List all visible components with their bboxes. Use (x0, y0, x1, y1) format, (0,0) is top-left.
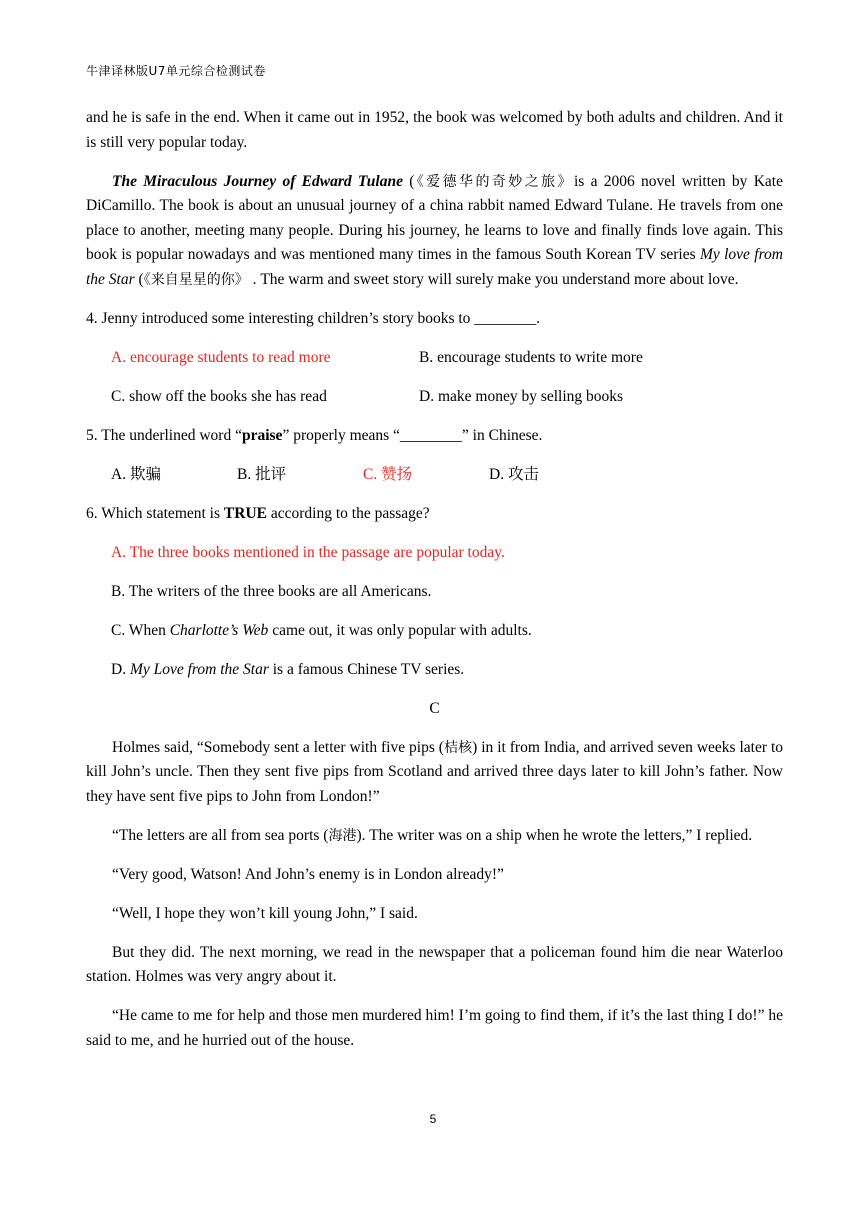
question-6-option-b[interactable]: B. The writers of the three books are all Americans. (111, 582, 432, 600)
question-5-option-c[interactable]: C. 赞扬 (363, 465, 413, 483)
question-5-option-d[interactable]: D. 攻击 (489, 465, 539, 483)
tv-series-title-chinese: 《来自星星的你》 (143, 271, 249, 288)
question-5-option-a[interactable]: A. 欺骗 (111, 465, 161, 483)
question-4-stem: 4. Jenny introduced some interesting children’s story books to ________. (86, 309, 541, 327)
book-title: The Miraculous Journey of Edward Tulane (112, 172, 403, 190)
question-4-option-a[interactable]: A. encourage students to read more (111, 348, 331, 366)
passage-b-paragraph-1: and he is safe in the end. When it came out in 1952, the book was welcomed by both adults and children. And it is still very popular today. (86, 109, 783, 151)
page-header: 牛津译林版U7单元综合检测试卷 (86, 64, 266, 78)
question-6-option-a[interactable]: A. The three books mentioned in the passage are popular today. (111, 543, 505, 561)
question-5-options-row (111, 463, 783, 488)
passage-b-paragraph-2: The Miraculous Journey of Edward Tulane (《爱德华的奇妙之旅》is a 2006 novel written by Kate DiCamillo. The book is about an unusual journey of a china rabbit named Edward Tulane. He travels from one place to another, meeting many people. During his journey, he learns to love and finally finds love again. This book is popular nowadays and was mentioned many times in the famous South Korean TV series My love from the Star (《来自星星的你》 . The warm and sweet story will surely make you understand more about love. (86, 172, 783, 288)
passage-c-paragraph-1: Holmes said, “Somebody sent a letter with five pips (桔核) in it from India, and arrived seven weeks later to kill John’s uncle. Then they sent five pips from Scotland and arrived three days later to kill John’s father. Now they have sent five pips to John from London!” (86, 738, 784, 805)
question-5-stem: 5. The underlined word “praise” properly means “________” in Chinese. (86, 426, 543, 444)
question-4-option-c[interactable]: C. show off the books she has read (111, 387, 327, 405)
passage-c-paragraph-5: But they did. The next morning, we read in the newspaper that a policeman found him die near Waterloo station. Holmes was very angry about it. (86, 943, 783, 985)
question-6-option-d[interactable]: D. My Love from the Star is a famous Chinese TV series. (111, 660, 465, 678)
question-4-option-b[interactable]: B. encourage students to write more (419, 348, 643, 366)
page-number: 5 (429, 1112, 437, 1126)
passage-c-paragraph-3: “Very good, Watson! And John’s enemy is in London already!” (112, 865, 504, 883)
underlined-word: praise (241, 426, 283, 444)
question-4-options-row-1 (111, 346, 783, 371)
passage-c-paragraph-6: “He came to me for help and those men murdered him! I’m going to find them, if it’s the last thing I do!” he said to me, and he hurried out of the house. (86, 1007, 783, 1049)
question-6-stem: 6. Which statement is TRUE according to the passage? (86, 504, 430, 522)
question-5-option-b[interactable]: B. 批评 (237, 465, 287, 483)
passage-c-paragraph-4: “Well, I hope they won’t kill young John,” I said. (112, 904, 418, 922)
section-label-c: C (429, 699, 440, 717)
question-6-option-c[interactable]: C. When Charlotte’s Web came out, it was only popular with adults. (111, 621, 532, 639)
question-4-options-row-2 (111, 385, 783, 410)
page-content (86, 106, 783, 1068)
tv-series-title: My love from the Star (86, 246, 783, 288)
passage-c-paragraph-2: “The letters are all from sea ports (海港). The writer was on a ship when he wrote the letters,” I replied. (112, 826, 753, 844)
question-4-option-d[interactable]: D. make money by selling books (419, 387, 624, 405)
book-title-chinese: 《爱德华的奇妙之旅》 (414, 173, 574, 190)
